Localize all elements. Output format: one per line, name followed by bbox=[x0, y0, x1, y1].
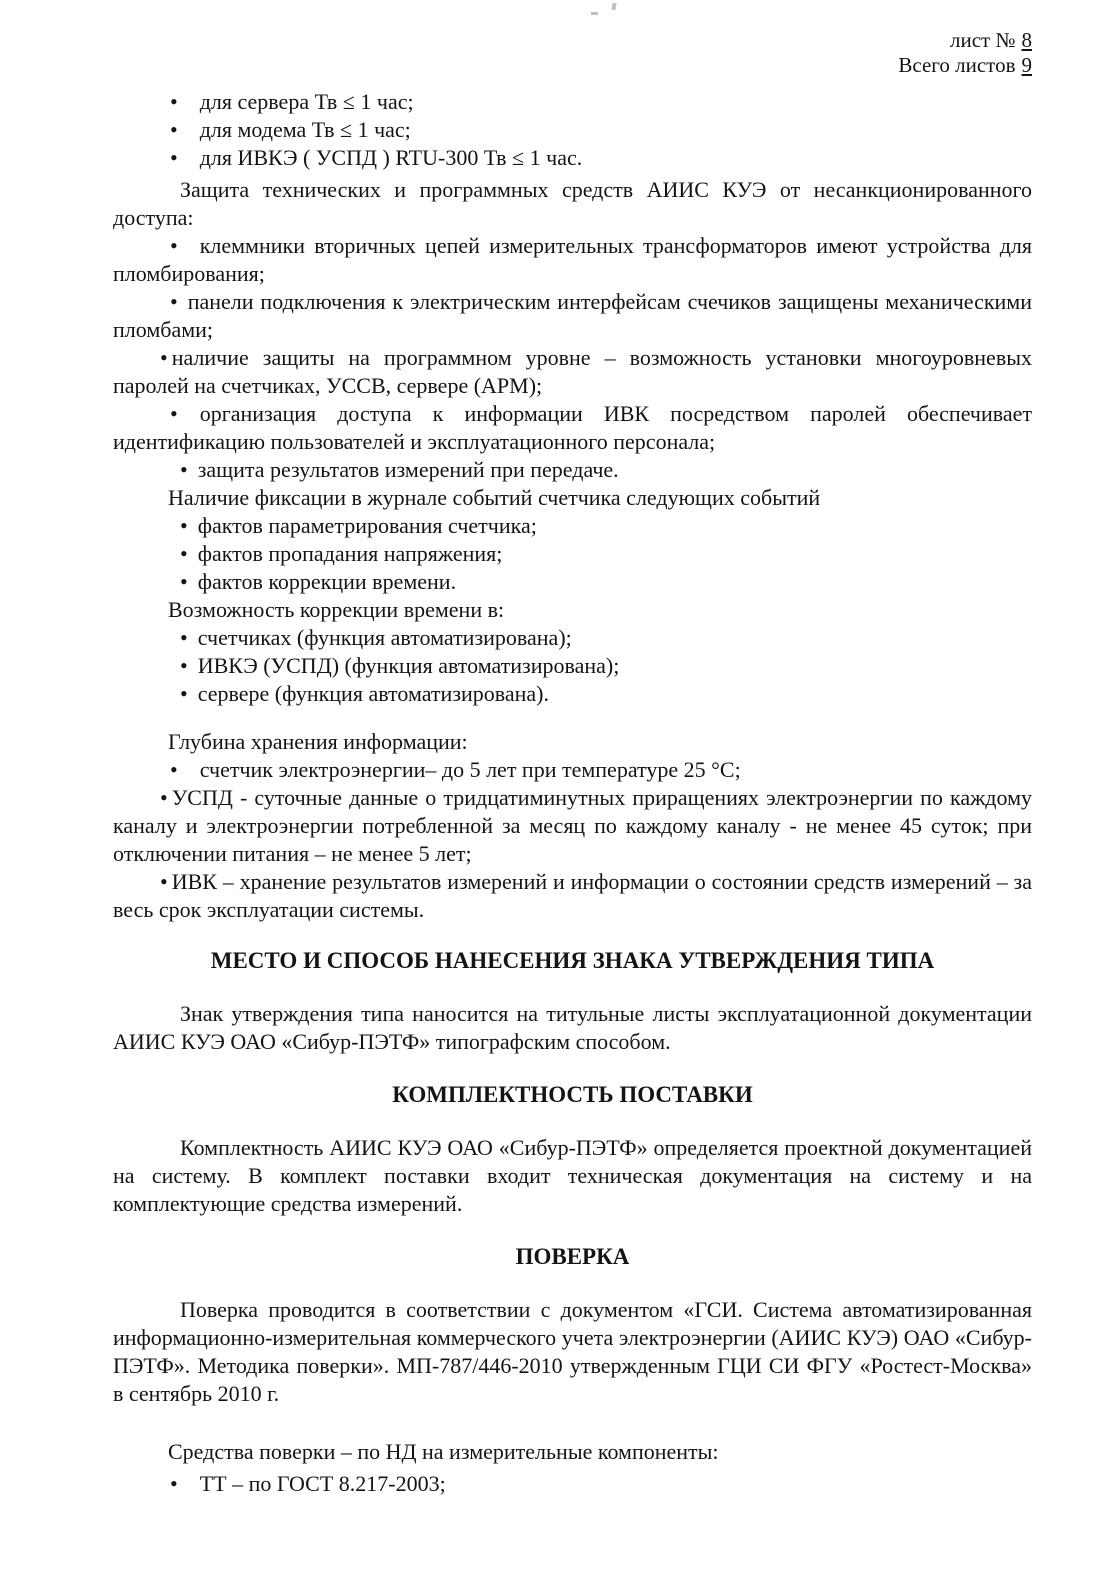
total-sheets-line bbox=[113, 53, 1032, 78]
list-item-text: панели подключения к электрическим интерфейсам счечиков защищены механическими пломбами; bbox=[113, 289, 1032, 342]
list-item-text: для ИВКЭ ( УСПД ) RTU-300 Тв ≤ 1 час. bbox=[199, 145, 583, 170]
bullet-icon: • bbox=[170, 289, 178, 314]
list-item-text: защита результатов измерений при передаче. bbox=[197, 457, 619, 482]
list-item bbox=[113, 652, 1032, 680]
list-item-text: ТТ – по ГОСТ 8.217-2003; bbox=[199, 1471, 446, 1496]
scan-artifact bbox=[611, 3, 616, 11]
bullet-icon: • bbox=[160, 785, 168, 810]
list-item bbox=[113, 868, 1032, 924]
list-item-text: ИВК – хранение результатов измерений и информации о состоянии средств измерений – за весь срок эксплуатации системы. bbox=[113, 869, 1032, 922]
list-item-text: организация доступа к информации ИВК посредством паролей обеспечивает идентификацию пользователей и эксплуатационного персонала; bbox=[113, 401, 1032, 454]
list-item bbox=[113, 756, 1032, 784]
bullet-icon: • bbox=[170, 145, 178, 170]
total-sheets-label: Всего листов bbox=[898, 53, 1016, 77]
bullet-icon: • bbox=[170, 401, 178, 426]
list-item-text: УСПД - суточные данные о тридцатиминутных приращениях электроэнергии по каждому каналу и электроэнергии потребленной за месяц по каждому каналу - не менее 45 суток; при отключении питания – не менее 5 лет; bbox=[113, 785, 1032, 866]
bullet-icon: • bbox=[180, 541, 188, 566]
list-item-text: для сервера Тв ≤ 1 час; bbox=[199, 89, 414, 114]
bullet-icon: • bbox=[170, 117, 178, 142]
list-item bbox=[113, 344, 1032, 400]
list-item bbox=[113, 400, 1032, 456]
list-item-text: клеммники вторичных цепей измерительных трансформаторов имеют устройства для пломбирования; bbox=[113, 233, 1032, 286]
bullet-icon: • bbox=[180, 513, 188, 538]
section-heading: МЕСТО И СПОСОБ НАНЕСЕНИЯ ЗНАКА УТВЕРЖДЕНИЯ ТИПА bbox=[210, 948, 935, 973]
bullet-icon: • bbox=[180, 457, 188, 482]
bullet-icon: • bbox=[160, 869, 168, 894]
bullet-icon: • bbox=[170, 1471, 178, 1496]
list-item bbox=[113, 232, 1032, 288]
bullet-icon: • bbox=[160, 345, 168, 370]
total-sheets-value: 9 bbox=[1021, 53, 1032, 77]
paragraph: Поверка проводится в соответствии с документом «ГСИ. Система автоматизированная информационно-измерительная коммерческого учета электроэнергии (АИИС КУЭ) ОАО «Сибур-ПЭТФ». Методика поверки». МП-787/446-2010 утвержденным ГЦИ СИ ФГУ «Ростест-Москва» в сентябрь 2010 г. bbox=[113, 1297, 1032, 1406]
list-item bbox=[113, 88, 1032, 116]
list-item-text: для модема Тв ≤ 1 час; bbox=[199, 117, 411, 142]
list-item bbox=[113, 680, 1032, 708]
list-item bbox=[113, 1470, 1032, 1498]
bullet-icon: • bbox=[180, 653, 188, 678]
intro-line: Наличие фиксации в журнале событий счетчика следующих событий bbox=[168, 485, 821, 510]
list-item bbox=[113, 116, 1032, 144]
section-heading: КОМПЛЕКТНОСТЬ ПОСТАВКИ bbox=[392, 1082, 753, 1107]
list-item bbox=[113, 512, 1032, 540]
list-item bbox=[113, 568, 1032, 596]
list-item bbox=[113, 784, 1032, 868]
list-item-text: счетчик электроэнергии– до 5 лет при температуре 25 °С; bbox=[199, 757, 741, 782]
list-item-text: фактов пропадания напряжения; bbox=[197, 541, 503, 566]
paragraph: Защита технических и программных средств АИИС КУЭ от несанкционированного доступа: bbox=[113, 177, 1032, 230]
list-item bbox=[113, 456, 1032, 484]
list-item bbox=[113, 144, 1032, 172]
list-item bbox=[113, 624, 1032, 652]
list-item-text: фактов коррекции времени. bbox=[197, 569, 457, 594]
bullet-icon: • bbox=[180, 681, 188, 706]
sheet-number-line bbox=[113, 28, 1032, 53]
section-heading: ПОВЕРКА bbox=[515, 1244, 630, 1269]
intro-line: Средства поверки – по НД на измерительные компоненты: bbox=[168, 1439, 719, 1464]
list-item-text: наличие защиты на программном уровне – возможность установки многоуровневых паролей на счетчиках, УССВ, сервере (АРМ); bbox=[113, 345, 1032, 398]
bullet-icon: • bbox=[180, 625, 188, 650]
bullet-icon: • bbox=[170, 89, 178, 114]
list-item-text: сервере (функция автоматизирована). bbox=[197, 681, 550, 706]
bullet-icon: • bbox=[170, 757, 178, 782]
list-item bbox=[113, 540, 1032, 568]
intro-line: Глубина хранения информации: bbox=[168, 729, 468, 754]
bullet-icon: • bbox=[170, 233, 178, 258]
intro-line: Возможность коррекции времени в: bbox=[168, 597, 505, 622]
list-item-text: счетчиках (функция автоматизирована); bbox=[197, 625, 572, 650]
list-item-text: ИВКЭ (УСПД) (функция автоматизирована); bbox=[197, 653, 620, 678]
list-item bbox=[113, 288, 1032, 344]
paragraph: Комплектность АИИС КУЭ ОАО «Сибур-ПЭТФ» определяется проектной документацией на систему. В комплект поставки входит техническая документация на систему и на комплектующие средства измерений. bbox=[113, 1135, 1032, 1216]
scan-artifact bbox=[591, 12, 598, 15]
sheet-number-value: 8 bbox=[1021, 28, 1032, 52]
sheet-number-label: лист № bbox=[949, 28, 1016, 52]
list-item-text: фактов параметрирования счетчика; bbox=[197, 513, 537, 538]
page-header bbox=[113, 28, 1032, 78]
bullet-icon: • bbox=[180, 569, 188, 594]
paragraph: Знак утверждения типа наносится на титульные листы эксплуатационной документации АИИС КУЭ ОАО «Сибур-ПЭТФ» типографским способом. bbox=[113, 1001, 1032, 1054]
